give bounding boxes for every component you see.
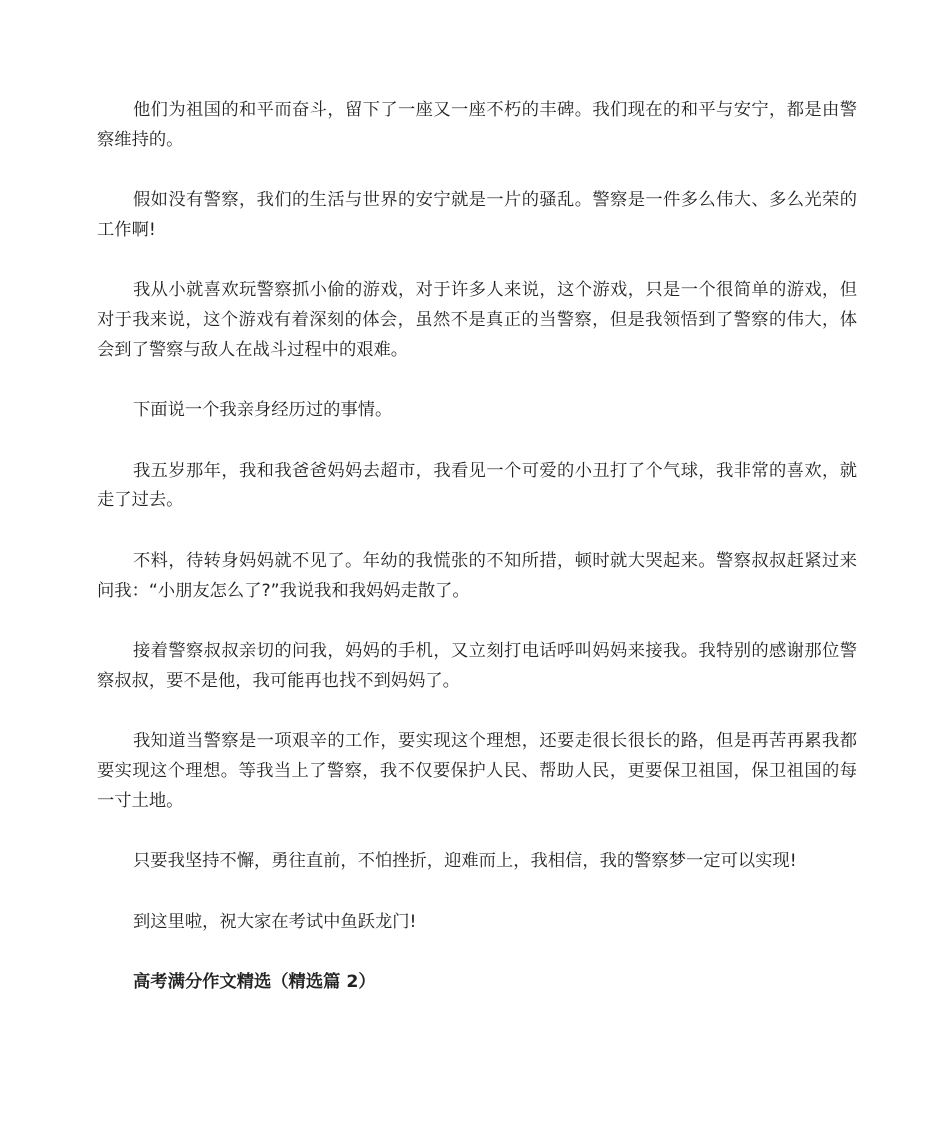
paragraph-3: 我从小就喜欢玩警察抓小偷的游戏，对于许多人来说，这个游戏，只是一个很简单的游戏，但对于我来说，这个游戏有着深刻的体会，虽然不是真正的当警察，但是我领悟到了警察的伟大，体会到了警察与敌人在战斗过程中的艰难。 xyxy=(97,280,857,360)
paragraph-8: 我知道当警察是一项艰辛的工作，要实现这个理想，还要走很长很长的路，但是再苦再累我都要实现这个理想。等我当上了警察，我不仅要保护人民、帮助人民，更要保卫祖国，保卫祖国的每一寸土地。 xyxy=(97,731,857,811)
paragraph-1: 他们为祖国的和平而奋斗，留下了一座又一座不朽的丰碑。我们现在的和平与安宁，都是由警察维持的。 xyxy=(97,100,857,150)
paragraph-5: 我五岁那年，我和我爸爸妈妈去超市，我看见一个可爱的小丑打了个气球，我非常的喜欢，就走了过去。 xyxy=(97,460,857,511)
section-heading: 高考满分作文精选（精选篇 2） xyxy=(133,972,376,993)
paragraph-2: 假如没有警察，我们的生活与世界的安宁就是一片的骚乱。警察是一件多么伟大、多么光荣的工作啊! xyxy=(97,190,857,240)
paragraph-7: 接着警察叔叔亲切的问我，妈妈的手机，又立刻打电话呼叫妈妈来接我。我特别的感谢那位警察叔叔，要不是他，我可能再也找不到妈妈了。 xyxy=(97,641,857,691)
paragraph-10: 到这里啦，祝大家在考试中鱼跃龙门! xyxy=(133,911,417,932)
paragraph-9: 只要我坚持不懈，勇往直前，不怕挫折，迎难而上，我相信，我的警察梦一定可以实现! xyxy=(133,851,797,872)
paragraph-4: 下面说一个我亲身经历过的事情。 xyxy=(133,400,393,421)
paragraph-6: 不料，待转身妈妈就不见了。年幼的我慌张的不知所措，顿时就大哭起来。警察叔叔赶紧过来问我：“小朋友怎么了?”我说我和我妈妈走散了。 xyxy=(97,550,857,601)
document-body xyxy=(97,96,857,1029)
